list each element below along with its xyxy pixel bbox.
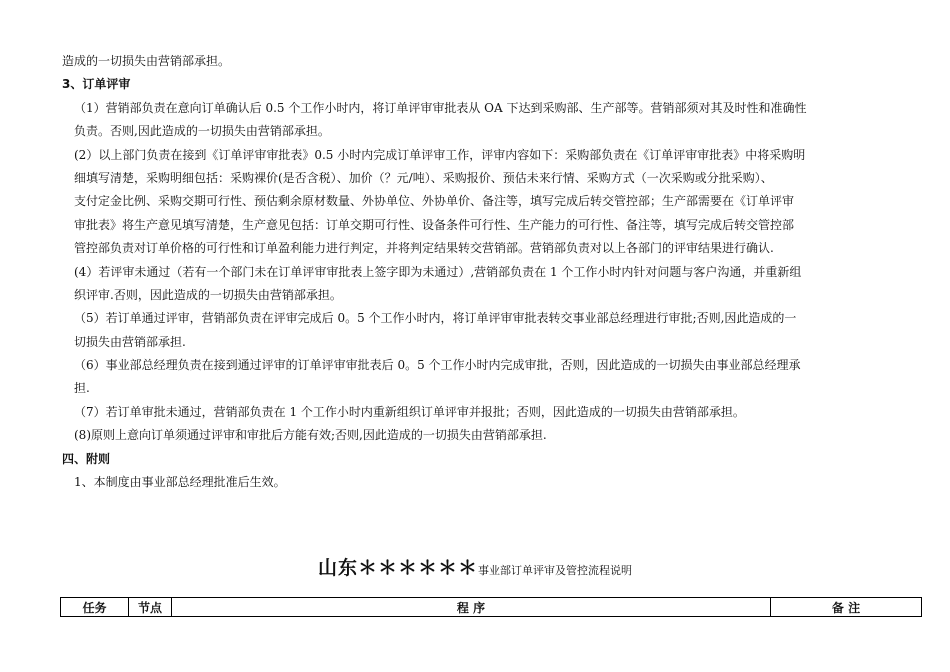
text-line: 担.	[74, 381, 90, 396]
text-line: 造成的一切损失由营销部承担。	[62, 54, 231, 68]
text-line: 1、本制度由事业部总经理批准后生效。	[74, 475, 286, 490]
document-title	[0, 553, 950, 580]
text-line: 织评审.否则，因此造成的一切损失由营销部承担。	[74, 287, 342, 302]
header-remarks: 备 注	[771, 598, 922, 617]
title-main: 山东＊＊＊＊＊＊	[317, 557, 478, 579]
document-body	[62, 50, 892, 494]
text-line: (8)原则上意向订单须通过评审和审批后方能有效;否则,因此造成的一切损失由营销部承担.	[74, 428, 547, 443]
text-line: 支付定金比例、采购交期可行性、预估剩余原材数量、外协单位、外协单价、备注等，填写完成后转交管控部；生产部需要在《订单评审	[74, 194, 795, 209]
section-heading: 3、订单评审	[62, 77, 131, 92]
text-line: （6）事业部总经理负责在接到通过评审的订单评审审批表后 0。5 个工作小时内完成审批，否则，因此造成的一切损失由事业部总经理承	[74, 358, 801, 373]
text-line: 审批表》将生产意见填写清楚，生产意见包括：订单交期可行性、设备条件可行性、生产能力的可行性、备注等，填写完成后转交管控部	[74, 217, 795, 232]
text-line: （5）若订单通过评审，营销部负责在评审完成后 0。5 个工作小时内，将订单评审审批表转交事业部总经理进行审批;否则,因此造成的一	[74, 311, 797, 326]
header-procedure: 程 序	[172, 598, 771, 617]
text-line: （7）若订单审批未通过，营销部负责在 1 个工作小时内重新组织订单评审并报批；否则，因此造成的一切损失由营销部承担。	[74, 404, 745, 419]
text-line: 负责。否则,因此造成的一切损失由营销部承担。	[74, 124, 330, 139]
header-task: 任务	[61, 598, 129, 617]
process-table	[60, 597, 922, 617]
table-header-row	[61, 598, 922, 617]
text-line: 细填写清楚，采购明细包括：采购裸价(是否含税）、加价（？元/吨）、采购报价、预估未来行情、采购方式（一次采购或分批采购）、	[74, 170, 773, 185]
section-heading: 四、附则	[62, 451, 111, 466]
text-line: 切损失由营销部承担.	[74, 334, 186, 349]
text-line: (4）若评审未通过（若有一个部门未在订单评审审批表上签字即为未通过）,营销部负责在 1 个工作小时内针对问题与客户沟通，并重新组	[74, 264, 802, 279]
title-sub: 事业部订单评审及管控流程说明	[478, 564, 632, 577]
text-line: (2）以上部门负责在接到《订单评审审批表》0.5 小时内完成订单评审工作，评审内容如下：采购部负责在《订单评审审批表》中将采购明	[74, 147, 806, 162]
header-node: 节点	[129, 598, 172, 617]
text-line: 管控部负责对订单价格的可行性和订单盈利能力进行判定，并将判定结果转交营销部。营销部负责对以上各部门的评审结果进行确认.	[74, 241, 774, 256]
text-line: （1）营销部负责在意向订单确认后 0.5 个工作小时内，将订单评审审批表从 OA 下达到采购部、生产部等。营销部须对其及时性和准确性	[74, 100, 807, 115]
